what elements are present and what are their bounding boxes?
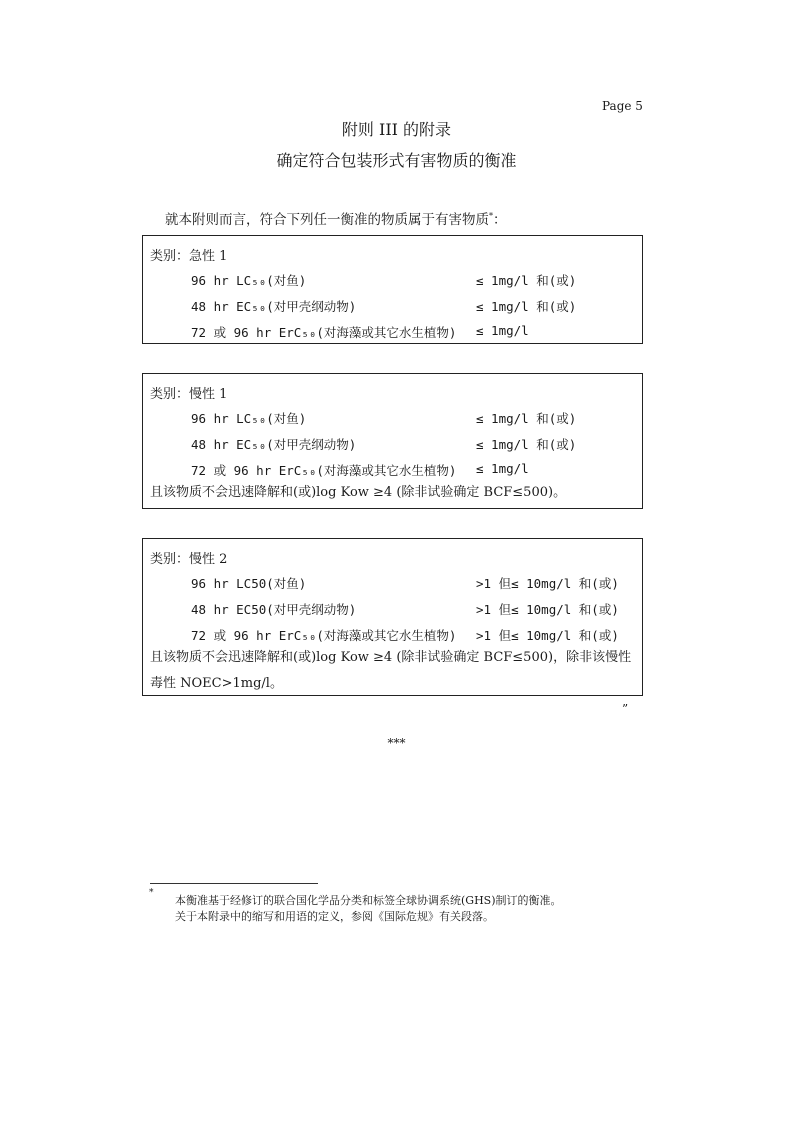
criterion-value: ≤ 1mg/l	[476, 323, 529, 338]
criteria-box-chronic-2	[142, 538, 643, 696]
test-row: 72 或 96 hr ErC₅₀(对海藻或其它水生植物)	[191, 325, 457, 340]
criterion-value: >1 但≤ 10mg/l 和(或)	[476, 602, 619, 617]
intro-paragraph	[165, 208, 507, 228]
criteria-box-acute-1	[142, 235, 643, 344]
footnote-mark: *	[149, 888, 154, 898]
test-row: 48 hr EC₅₀(对甲壳纲动物)	[191, 299, 357, 314]
page-number: Page 5	[602, 99, 643, 113]
test-row: 96 hr LC₅₀(对鱼)	[191, 273, 307, 288]
category-heading: 类别：慢性 1	[150, 387, 228, 402]
test-row: 72 或 96 hr ErC₅₀(对海藻或其它水生植物)	[191, 628, 457, 643]
intro-colon: ：	[493, 212, 507, 228]
test-row: 72 或 96 hr ErC₅₀(对海藻或其它水生植物)	[191, 463, 457, 478]
intro-text: 就本附则而言，符合下列任一衡准的物质属于有害物质	[165, 212, 489, 228]
closing-quote: ”	[622, 702, 629, 716]
box-note: 且该物质不会迅速降解和(或)log Kow ≥4 (除非试验确定 BCF≤500)。	[150, 485, 567, 500]
criterion-value: ≤ 1mg/l	[476, 461, 529, 476]
criterion-value: ≤ 1mg/l 和(或)	[476, 411, 577, 426]
footnote-rule	[150, 883, 318, 884]
criterion-value: ≤ 1mg/l 和(或)	[476, 273, 577, 288]
box-note: 且该物质不会迅速降解和(或)log Kow ≥4 (除非试验确定 BCF≤500)，除非该慢性毒性 NOEC>1mg/l。	[150, 650, 632, 691]
criterion-value: ≤ 1mg/l 和(或)	[476, 437, 577, 452]
test-row: 96 hr LC50(对鱼)	[191, 576, 307, 591]
test-row: 96 hr LC₅₀(对鱼)	[191, 411, 307, 426]
footnote-line-2: 关于本附录中的缩写和用语的定义，参阅《国际危规》有关段落。	[175, 910, 494, 923]
criterion-value: >1 但≤ 10mg/l 和(或)	[476, 576, 619, 591]
criteria-box-chronic-1	[142, 373, 643, 509]
page-subtitle: 确定符合包装形式有害物质的衡准	[276, 151, 517, 170]
footnote-line-1: 本衡准基于经修订的联合国化学品分类和标签全球协调系统(GHS)制订的衡准。	[175, 894, 562, 907]
criterion-value: ≤ 1mg/l 和(或)	[476, 299, 577, 314]
criterion-value: >1 但≤ 10mg/l 和(或)	[476, 628, 619, 643]
category-heading: 类别：急性 1	[150, 249, 228, 264]
category-heading: 类别：慢性 2	[150, 552, 228, 567]
page-title: 附则 III 的附录	[341, 120, 452, 139]
intro-footnote-mark: *	[489, 211, 493, 221]
test-row: 48 hr EC₅₀(对甲壳纲动物)	[191, 437, 357, 452]
test-row: 48 hr EC50(对甲壳纲动物)	[191, 602, 357, 617]
section-separator: ***	[387, 736, 406, 750]
